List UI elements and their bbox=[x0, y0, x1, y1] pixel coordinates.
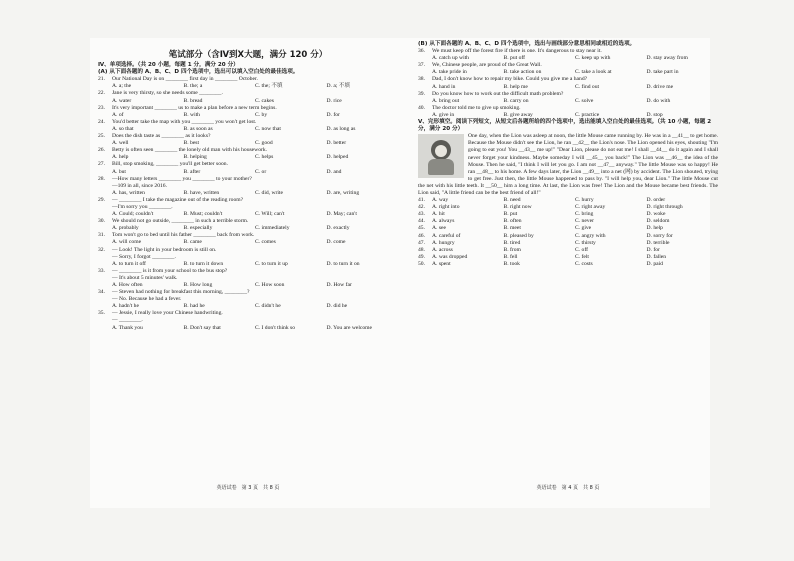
answer-option: C. never bbox=[575, 218, 594, 225]
answer-option: B. put off bbox=[503, 55, 525, 62]
question-reply bbox=[98, 317, 398, 324]
question-text: Does the dish taste as ________ as it looks? bbox=[112, 133, 211, 140]
answer-option: C. off bbox=[575, 246, 588, 253]
question-number: 38. bbox=[418, 76, 425, 83]
option-row bbox=[98, 83, 398, 90]
question-stem bbox=[418, 204, 718, 211]
answer-option: C. take a look at bbox=[575, 69, 612, 76]
question-text: — ________. bbox=[112, 317, 143, 324]
answer-option: A. hand in bbox=[432, 83, 456, 90]
answer-option: A. careful of bbox=[432, 232, 461, 239]
answer-option: B. How long bbox=[183, 282, 213, 288]
question-number: 33. bbox=[98, 267, 105, 274]
answer-option: D. are, writing bbox=[326, 189, 360, 196]
question-stem bbox=[418, 254, 718, 261]
question-number: 43. bbox=[418, 211, 425, 218]
answer-option: A. How often bbox=[112, 282, 143, 288]
answer-option: A. was dropped bbox=[432, 253, 468, 260]
answer-option: A. will come bbox=[112, 239, 142, 246]
answer-option: B. often bbox=[503, 218, 522, 225]
question-text: — No. Because he had a fever. bbox=[112, 296, 182, 303]
option-row bbox=[418, 112, 718, 119]
answer-option: D. fallen bbox=[646, 253, 667, 260]
question-stem bbox=[418, 225, 718, 232]
answer-option: C. bring bbox=[575, 211, 594, 218]
question-stem bbox=[98, 105, 398, 112]
question-stem bbox=[98, 268, 398, 275]
option-row bbox=[98, 190, 398, 197]
question-list bbox=[418, 48, 718, 119]
answer-option: D. exactly bbox=[326, 225, 350, 232]
question-text: We must keep off the forest fire if there is one. It's dangerous to stay near it. bbox=[432, 48, 602, 55]
answer-option: D. paid bbox=[646, 260, 663, 267]
answer-option: C. thirsty bbox=[575, 239, 596, 246]
question-number: 30. bbox=[98, 218, 105, 225]
answer-option: C. I don't think so bbox=[255, 324, 296, 331]
page-footer: 英语试卷 第 4 页 共 8 页 bbox=[536, 485, 600, 491]
spacer bbox=[98, 317, 112, 324]
answer-option: D. did he bbox=[326, 303, 348, 310]
question-stem bbox=[98, 119, 398, 126]
question-stem bbox=[418, 247, 718, 254]
answer-option: C. comes bbox=[255, 239, 276, 246]
question-stem bbox=[418, 91, 718, 98]
option-row bbox=[98, 303, 398, 310]
answer-option: B. had he bbox=[183, 303, 205, 310]
answer-option: B. especially bbox=[183, 225, 213, 232]
answer-option: C. to turn it up bbox=[255, 260, 288, 267]
option-row bbox=[418, 69, 718, 76]
question-text: Jane is very thirsty, so she needs some ________. bbox=[112, 90, 223, 97]
question-stem bbox=[418, 62, 718, 69]
question-stem bbox=[418, 233, 718, 240]
cloze-passage: One day, when the Lion was asleep at noon, the little Mouse came running by. He was in a __41__ to get home. Because the Mouse didn't see the Lion, he ran __42__ the Lion's nose. The Lion opened his eyes, shouting "I'm going to eat you! You __43__ me up!" "Dear Lion, please do not eat me! I shall __44__ do it again and I shall never forget your kindness. Maybe someday I will __45__ you back!" The Lion was __46__ the idea of the Mouse. Then he said, "I think I will let you go. I am not __47__ anyway." The little Mouse was so happy! He ran __48__ to his home. A few days later, the Lion __49__ into a net (网) by accident. The Lion shouted, trying to get free. Just then, the little Mouse happened to pass by. "I will help you, dear Lion." The little Mouse cut the net with his little teeth. It __50__ him a long time. At last, the Lion was free! The Lion and the Mouse became best friends. The Lion said, "A little friend can be the best friend of all!" bbox=[418, 133, 718, 196]
question-text: —How many letters ________ you ________ to your mother? bbox=[112, 175, 252, 182]
answer-option: B. fell bbox=[503, 253, 518, 260]
question-number: 36. bbox=[418, 48, 425, 55]
answer-option: A. has, written bbox=[112, 189, 145, 196]
option-row bbox=[432, 218, 718, 225]
question-text: It's very important ________ us to make a plan before a new term begins. bbox=[112, 104, 277, 111]
page-footer: 英语试卷 第 3 页 共 8 页 bbox=[216, 485, 280, 491]
answer-option: D. stay away from bbox=[646, 55, 688, 62]
answer-option: C. solve bbox=[575, 97, 594, 104]
answer-option: B. need bbox=[503, 197, 521, 204]
answer-option: A. of bbox=[112, 111, 124, 118]
answer-option: A. catch up with bbox=[432, 55, 469, 62]
answer-option: C. now that bbox=[255, 125, 281, 132]
question-number: 31. bbox=[98, 232, 105, 239]
answer-option: B. with bbox=[183, 111, 200, 118]
answer-option: D. May; can't bbox=[326, 211, 357, 218]
answer-option: C. good bbox=[255, 140, 273, 147]
answer-option: D. woke bbox=[646, 211, 666, 218]
answer-option: B. meet bbox=[503, 225, 521, 232]
answer-option: A. hit bbox=[432, 211, 445, 218]
section-instruction: (B) 从下面各题的 A、B、C、D 四个选项中，选出与画线部分意思相同或相近的选项。 bbox=[418, 41, 636, 47]
question-number: 50. bbox=[418, 260, 425, 267]
question-number: 49. bbox=[418, 253, 425, 260]
answer-option: A. give in bbox=[432, 111, 455, 118]
option-row bbox=[418, 98, 718, 105]
answer-option: B. have, written bbox=[183, 189, 220, 196]
answer-option: A. Thank you bbox=[112, 324, 143, 331]
option-row bbox=[432, 247, 718, 254]
answer-option: A. hungry bbox=[432, 239, 455, 246]
answer-option: D. come bbox=[326, 239, 346, 246]
answer-option: C. did, write bbox=[255, 189, 283, 196]
answer-option: C. How soon bbox=[255, 282, 285, 288]
option-row bbox=[432, 240, 718, 247]
question-text: Tom won't go to bed until his father ________ back from work. bbox=[112, 232, 255, 239]
question-number: 24. bbox=[98, 118, 105, 125]
question-reply bbox=[98, 296, 398, 303]
answer-option: A. well bbox=[112, 140, 129, 147]
lion-cartoon-image bbox=[418, 134, 464, 178]
question-text: — ________ I take the magazine out of the reading room? bbox=[112, 196, 244, 203]
answer-option: D. drive me bbox=[646, 83, 674, 90]
answer-option: B. from bbox=[503, 246, 521, 253]
answer-option: D. better bbox=[326, 140, 347, 147]
question-text: — It's about 5 minutes' walk. bbox=[112, 274, 178, 281]
option-row bbox=[98, 169, 398, 176]
question-text: We, Chinese people, are proud of the Great Wall. bbox=[432, 62, 542, 69]
question-reply bbox=[98, 204, 398, 211]
option-row bbox=[432, 254, 718, 261]
answer-option: B. after bbox=[183, 168, 201, 175]
question-number: 23. bbox=[98, 104, 105, 111]
answer-option: D. terrible bbox=[646, 239, 670, 246]
answer-option: C. cakes bbox=[255, 97, 274, 104]
spacer bbox=[98, 296, 112, 303]
question-stem bbox=[418, 211, 718, 218]
cloze-options bbox=[418, 197, 718, 268]
section-heading: Ⅳ、单项选择。（共 20 小题，每题 1 分，满分 20 分） bbox=[98, 62, 239, 69]
spacer bbox=[98, 183, 112, 190]
answer-option: C. helps bbox=[255, 154, 274, 161]
option-row bbox=[432, 204, 718, 211]
question-number: 25. bbox=[98, 133, 105, 140]
answer-option: D. rice bbox=[326, 97, 342, 104]
question-number: 21. bbox=[98, 76, 105, 83]
answer-option: C. right away bbox=[575, 204, 606, 211]
question-text: Our National Day is on ________ first day in ________ October. bbox=[112, 76, 258, 83]
question-stem bbox=[98, 310, 398, 317]
option-row bbox=[432, 197, 718, 204]
question-number: 44. bbox=[418, 218, 425, 225]
question-number: 48. bbox=[418, 246, 425, 253]
answer-option: A. probably bbox=[112, 225, 139, 232]
question-stem bbox=[418, 197, 718, 204]
answer-option: A. help bbox=[112, 154, 129, 161]
answer-option: D. for bbox=[326, 111, 340, 118]
question-text: — Look! The light in your bedroom is still on. bbox=[112, 246, 217, 253]
question-number: 32. bbox=[98, 246, 105, 253]
question-number: 37. bbox=[418, 62, 425, 69]
answer-option: A. hadn't he bbox=[112, 303, 139, 310]
question-stem bbox=[98, 218, 398, 225]
question-stem bbox=[98, 133, 398, 140]
answer-option: B. took bbox=[503, 260, 520, 267]
question-stem bbox=[418, 261, 718, 268]
section-instruction: (A) 从下面各题的 A、B、C、D 四个选项中，选出可以填入空白处的最佳选项。 bbox=[98, 69, 299, 76]
answer-option: C. practice bbox=[575, 111, 600, 118]
answer-option: A. see bbox=[432, 225, 446, 232]
question-number: 34. bbox=[98, 289, 105, 296]
question-reply bbox=[98, 275, 398, 282]
answer-option: B. Don't say that bbox=[183, 324, 221, 331]
answer-option: B. bread bbox=[183, 97, 203, 104]
answer-option: D. You are welcome bbox=[326, 324, 373, 331]
answer-option: A. so that bbox=[112, 125, 134, 132]
question-number: 40. bbox=[418, 104, 425, 111]
answer-option: D. right through bbox=[646, 204, 683, 211]
option-row bbox=[98, 261, 398, 268]
answer-option: D. helped bbox=[326, 154, 349, 161]
answer-option: B. give away bbox=[503, 111, 533, 118]
question-stem bbox=[98, 147, 398, 154]
question-stem bbox=[418, 105, 718, 112]
question-text: —109 in all, since 2016. bbox=[112, 182, 167, 189]
answer-option: B. put bbox=[503, 211, 518, 218]
question-stem bbox=[418, 76, 718, 83]
answer-option: A. across bbox=[432, 246, 453, 253]
question-text: —I'm sorry you ________. bbox=[112, 203, 173, 210]
answer-option: B. carry on bbox=[503, 97, 529, 104]
answer-option: D. take part in bbox=[646, 69, 679, 76]
answer-option: A. to turn it off bbox=[112, 260, 146, 267]
question-number: 41. bbox=[418, 197, 425, 204]
question-number: 42. bbox=[418, 204, 425, 211]
option-row bbox=[432, 233, 718, 240]
answer-option: B. best bbox=[183, 140, 200, 147]
option-row bbox=[98, 98, 398, 105]
question-stem bbox=[98, 197, 398, 204]
answer-option: A. bring out bbox=[432, 97, 460, 104]
answer-option: C. the; 不填 bbox=[255, 83, 283, 90]
answer-option: B. the; a bbox=[183, 83, 203, 90]
question-stem bbox=[418, 240, 718, 247]
answer-option: B. as soon as bbox=[183, 125, 213, 132]
answer-option: C. didn't he bbox=[255, 303, 281, 310]
answer-option: A. a; the bbox=[112, 83, 132, 90]
answer-option: D. order bbox=[646, 197, 666, 204]
answer-option: D. do with bbox=[646, 97, 671, 104]
question-stem bbox=[98, 90, 398, 97]
question-number: 46. bbox=[418, 232, 425, 239]
exam-sheet bbox=[90, 38, 718, 508]
question-text: — Sorry, I forgot ________. bbox=[112, 253, 176, 260]
answer-option: A. way bbox=[432, 197, 449, 204]
question-number: 35. bbox=[98, 310, 105, 317]
spacer bbox=[98, 275, 112, 282]
option-row bbox=[432, 261, 718, 268]
question-text: You'd better take the map with you ________ you won't get lost. bbox=[112, 118, 257, 125]
answer-option: B. take action on bbox=[503, 69, 542, 76]
answer-option: B. pleased by bbox=[503, 232, 534, 239]
question-text: We should not go outside, ________ in such a terrible storm. bbox=[112, 218, 249, 225]
question-stem bbox=[98, 76, 398, 83]
answer-option: C. keep up with bbox=[575, 55, 611, 62]
answer-option: C. costs bbox=[575, 260, 593, 267]
answer-option: C. immediately bbox=[255, 225, 290, 232]
option-row bbox=[432, 211, 718, 218]
answer-option: D. for bbox=[646, 246, 660, 253]
option-row bbox=[432, 225, 718, 232]
page-3-column bbox=[98, 38, 398, 332]
answer-option: B. help me bbox=[503, 83, 528, 90]
question-list bbox=[98, 76, 398, 331]
answer-option: C. by bbox=[255, 111, 268, 118]
answer-option: D. stop bbox=[646, 111, 663, 118]
answer-option: C. felt bbox=[575, 253, 589, 260]
answer-option: A. Could; couldn't bbox=[112, 211, 154, 218]
question-number: 45. bbox=[418, 225, 425, 232]
answer-option: D. sorry for bbox=[646, 232, 673, 239]
question-number: 26. bbox=[98, 147, 105, 154]
answer-option: D. and bbox=[326, 168, 342, 175]
answer-option: C. or bbox=[255, 168, 267, 175]
answer-option: D. seldom bbox=[646, 218, 670, 225]
answer-option: C. find out bbox=[575, 83, 600, 90]
page-4-column bbox=[418, 38, 718, 268]
option-row bbox=[98, 126, 398, 133]
answer-option: C. Will; can't bbox=[255, 211, 285, 218]
question-reply bbox=[98, 254, 398, 261]
answer-option: D. How far bbox=[326, 282, 352, 288]
question-text: — ________ is it from your school to the bus stop? bbox=[112, 267, 228, 274]
answer-option: B. Must; couldn't bbox=[183, 211, 223, 218]
answer-option: A. water bbox=[112, 97, 132, 104]
question-text: Dad, I don't know how to repair my bike. Could you give me a hand? bbox=[432, 76, 588, 83]
answer-option: A. but bbox=[112, 168, 126, 175]
answer-option: D. a; 不填 bbox=[326, 83, 350, 90]
answer-option: A. right into bbox=[432, 204, 460, 211]
question-text: Bill, stop smoking, ________ you'll get better soon. bbox=[112, 161, 228, 168]
spacer bbox=[98, 204, 112, 211]
option-row bbox=[98, 154, 398, 161]
answer-option: B. came bbox=[183, 239, 202, 246]
answer-option: B. tired bbox=[503, 239, 521, 246]
question-text: Do you know how to work out the difficult math problem? bbox=[432, 90, 564, 97]
question-number: 27. bbox=[98, 161, 105, 168]
option-row bbox=[418, 84, 718, 91]
question-text: — Jessie, I really love your Chinese handwriting. bbox=[112, 310, 223, 317]
answer-option: A. spent bbox=[432, 260, 451, 267]
answer-option: C. angry with bbox=[575, 232, 606, 239]
option-row bbox=[98, 211, 398, 218]
option-row bbox=[98, 112, 398, 119]
question-number: 29. bbox=[98, 196, 105, 203]
answer-option: D. to turn it on bbox=[326, 260, 360, 267]
question-number: 22. bbox=[98, 90, 105, 97]
answer-option: A. always bbox=[432, 218, 455, 225]
answer-option: C. hurry bbox=[575, 197, 594, 204]
spacer bbox=[98, 254, 112, 261]
question-text: — Steven had nothing for breakfast this morning, ________? bbox=[112, 289, 250, 296]
question-stem bbox=[418, 218, 718, 225]
answer-option: D. help bbox=[646, 225, 663, 232]
cloze-passage-block bbox=[418, 133, 718, 197]
answer-option: B. right now bbox=[503, 204, 532, 211]
question-number: 39. bbox=[418, 90, 425, 97]
answer-option: C. give bbox=[575, 225, 592, 232]
question-stem bbox=[98, 176, 398, 183]
page-title: 笔试部分（含Ⅳ到Ⅹ大题，满分 120 分） bbox=[168, 50, 328, 60]
question-stem bbox=[98, 161, 398, 168]
section-heading: Ⅴ、完形填空。阅读下列短文，从短文后各题所给的四个选项中，选出能填入空白处的最佳选项。（共 10 小题，每题 2 分，满分 20 分） bbox=[418, 119, 712, 133]
question-number: 28. bbox=[98, 175, 105, 182]
answer-option: D. as long as bbox=[326, 125, 356, 132]
question-reply bbox=[98, 183, 398, 190]
answer-option: B. helping bbox=[183, 154, 207, 161]
question-number: 47. bbox=[418, 239, 425, 246]
question-stem bbox=[98, 232, 398, 239]
answer-option: B. to turn it down bbox=[183, 260, 224, 267]
question-text: Betty is often seen ________ the lonely old man with his housework. bbox=[112, 147, 268, 154]
question-stem bbox=[98, 247, 398, 254]
option-row bbox=[98, 239, 398, 246]
question-text: The doctor told me to give up smoking. bbox=[432, 104, 521, 111]
answer-option: A. take pride in bbox=[432, 69, 467, 76]
option-row bbox=[98, 325, 398, 332]
